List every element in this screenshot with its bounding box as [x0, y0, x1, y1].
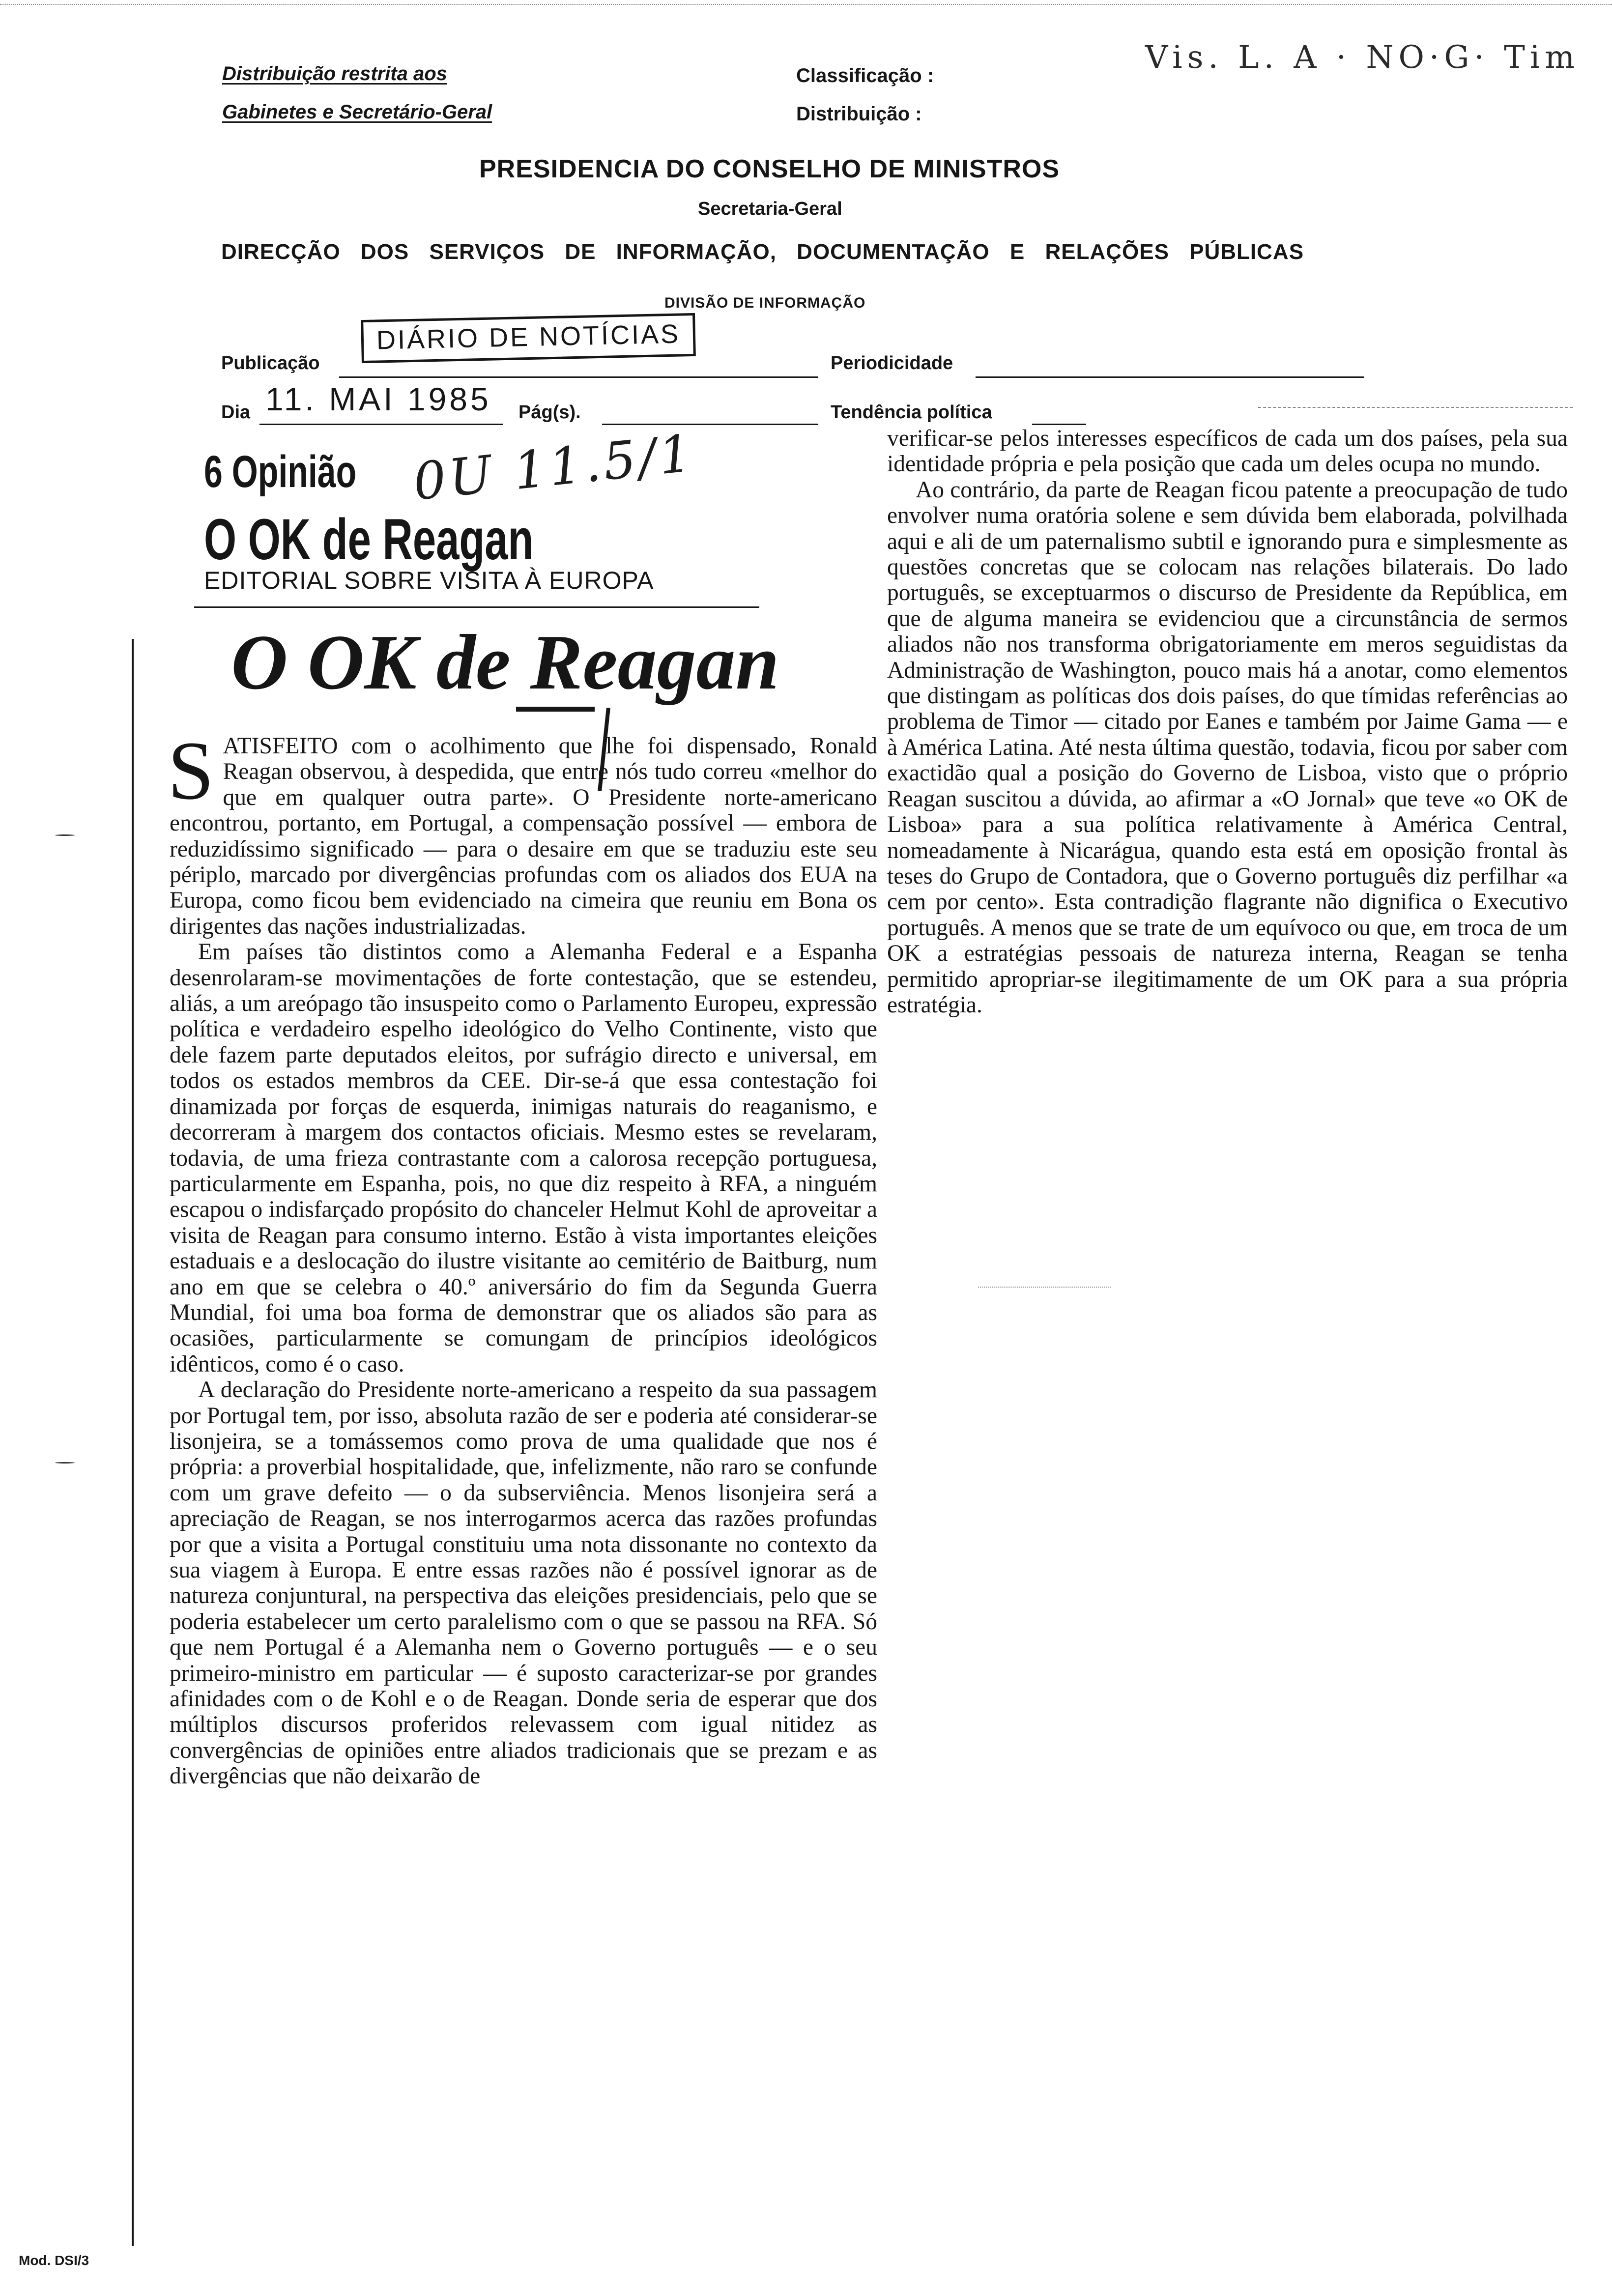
division-label: DIVISÃO DE INFORMAÇÃO: [664, 295, 866, 311]
publication-rule: [339, 376, 818, 378]
article-column-2: [887, 426, 1568, 1018]
handwritten-margin-note: Vis. L. A · NO·G· Tim: [1145, 39, 1580, 76]
scan-speck: [978, 1287, 1111, 1288]
dropcap: S: [168, 724, 214, 817]
section-label: 6 Opinião: [204, 447, 357, 497]
periodicity-rule: [976, 376, 1364, 378]
institution-title: PRESIDENCIA DO CONSELHO DE MINISTROS: [479, 155, 1060, 183]
secretariat-subtitle: Secretaria-Geral: [698, 199, 842, 219]
paragraph: Ao contrário, da parte de Reagan ficou patente a preocupação de tudo envolver numa oratória solene e sem dúvida bem elaborada, polvilhada aqui e ali de um paternalismo subtil e ignorando pura e simplesmente as questões concretas que se colocam nas relações bilaterais. Do lado português, se exceptuarmos o discurso de Presidente da República, em que de alguma maneira se evidenciou que a circunstância de sermos aliados não nos transforma obrigatoriamente em meros seguidistas da Administração de Washington, pouco mais há a anotar, como elementos que distingam as políticas dos dois países, do que tímidas referências ao problema de Timor — citado por Eanes e também por Jaime Gama — e à América Latina. Até nesta última questão, todavia, ficou por saber com exactidão qual a posição do Governo de Lisboa, visto que o próprio Reagan suscitou a dúvida, ao afirmar a «O Jornal» que teve «o OK de Lisboa» para a sua política relativamente à América Central, nomeadamente à Nicarágua, quando esta está em oposição frontal às teses do Grupo de Contadora, que o Governo português diz perfilhar «a cem por cento». Esta contradição flagrante não dignifica o Executivo português. A menos que se trate de um equívoco ou que, em troca de um OK a estratégias pessoais de natureza interna, Reagan se tenha permitido apropriar-se ilegitimamente de um OK para a sua própria estratégia.: [887, 477, 1568, 1018]
paragraph: Em países tão distintos como a Alemanha Federal e a Espanha desenrolaram-se movimentações de forte contestação, que se estendeu, aliás, a um areópago tão insuspeito como o Parlamento Europeu, expressão política e verdadeiro espelho ideológico do Velho Continente, visto que dele fazem parte deputados eleitos, por sufrágio directo e universal, em todos os estados membros da CEE. Dir-se-á que essa contestação foi dinamizada por forças de esquerda, inimigas naturais do reaganismo, e decorreram à margem dos contactos oficiais. Mesmo estes se revelaram, todavia, de uma frieza contrastante com a calorosa recepção portuguesa, particularmente em Espanha, pois, no que diz respeito à RFA, a ninguém escapou o indisfarçado propósito do chanceler Helmut Kohl de aproveitar a visita de Reagan para consumo interno. Estão à vista importantes eleições estaduais e a deslocação do ilustre visitante ao cemitério de Baitburg, num ano em que se celebra o 40.º aniversário do fim da Segunda Guerra Mundial, foi uma boa forma de demonstrar que os aliados são para as ocasiões, particularmente se comungam de princípios ideológicos idênticos, como é o caso.: [170, 939, 877, 1377]
day-date-stamp: 11. MAI 1985: [265, 381, 491, 417]
periodicity-label: Periodicidade: [831, 353, 953, 373]
headline: O OK de Reagan: [204, 507, 534, 572]
directorate-line: DIRECÇÃO DOS SERVIÇOS DE INFORMAÇÃO, DOCUMENTAÇÃO E RELAÇÕES PÚBLICAS: [221, 240, 1304, 264]
classification-label: Classificação :: [796, 65, 934, 86]
paragraph: verificar-se pelos interesses específicos de cada um dos países, pela sua identidade própria e pela posição que cada um deles ocupa no mundo.: [887, 426, 1568, 477]
fold-mark: [55, 1462, 75, 1464]
political-tendency-rule: [1032, 424, 1086, 425]
day-rule: [259, 424, 503, 425]
article-column-1: [168, 724, 877, 1789]
ink-strike-mark: [516, 707, 595, 712]
distribution-restriction-line2: Gabinetes e Secretário-Geral: [222, 101, 492, 123]
paragraph: [168, 724, 877, 939]
kicker: EDITORIAL SOBRE VISITA À EUROPA: [204, 567, 654, 594]
fold-mark: [55, 834, 75, 836]
day-label: Dia: [221, 402, 251, 423]
article-title: O OK de Reagan: [231, 618, 779, 706]
pages-label: Pág(s).: [518, 402, 581, 423]
scan-speck: [1258, 407, 1573, 408]
political-tendency-label: Tendência política: [831, 402, 992, 423]
distribution-label: Distribuição :: [796, 103, 922, 125]
scan-edge-artifact: [0, 4, 1612, 5]
kicker-rule: [194, 606, 759, 608]
publication-stamp: DIÁRIO DE NOTÍCIAS: [361, 313, 696, 363]
form-code: Mod. DSI/3: [19, 2253, 89, 2268]
pages-rule: [602, 424, 818, 425]
publication-label: Publicação: [221, 353, 320, 373]
column-margin-rule: [132, 639, 134, 2246]
handwritten-date-note: 0U 11.5/1: [410, 423, 697, 512]
paragraph-text: ATISFEITO com o acolhimento que lhe foi dispensado, Ronald Reagan observou, à despedida, que entre nós tudo correu «melhor do que em qualquer outra parte». O Presidente norte-americano encontrou, portanto, em Portugal, a compensação possível — embora de reduzidíssimo significado — para o desaire em que se traduziu este seu périplo, marcado por divergências profundas com os aliados dos EUA na Europa, como ficou bem evidenciado na cimeira que reuniu em Bona os dirigentes das nações industrializadas.: [170, 733, 877, 939]
distribution-restriction-line1: Distribuição restrita aos: [222, 63, 447, 85]
paragraph: A declaração do Presidente norte-americano a respeito da sua passagem por Portugal tem, por isso, absoluta razão de ser e poderia até considerar-se lisonjeira, se a tomássemos como prova de uma qualidade que nos é própria: a proverbial hospitalidade, que, infelizmente, não raro se confunde com um grave defeito — o da subserviência. Menos lisonjeira será a apreciação de Reagan, se nos interrogarmos acerca das razões profundas por que a visita a Portugal constituiu uma nota dissonante no contexto da sua viagem à Europa. E entre essas razões não é possível ignorar as de natureza conjuntural, na perspectiva das eleições presidenciais, pelo que se poderia estabelecer um certo paralelismo com o que se passou na RFA. Só que nem Portugal é a Alemanha nem o Governo português — e o seu primeiro-ministro em particular — é suposto caracterizar-se por grandes afinidades com o de Kohl e o de Reagan. Donde seria de esperar que dos múltiplos discursos proferidos relevassem com igual nitidez as convergências de opiniões entre aliados tradicionais que se prezam e as divergências que não deixarão de: [170, 1377, 877, 1789]
